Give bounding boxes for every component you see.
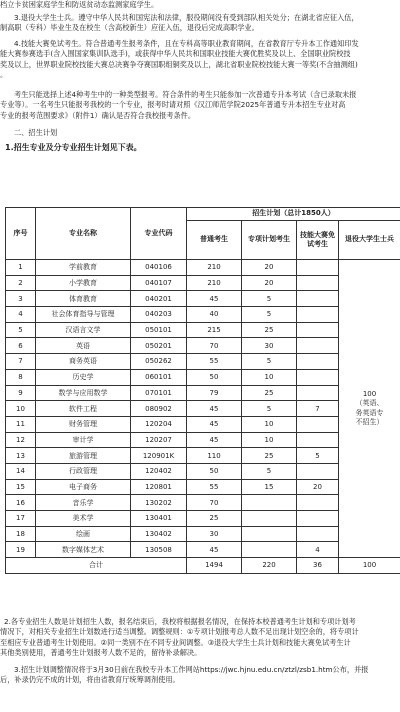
cell-special: 20 <box>242 275 297 291</box>
cell-code: 050101 <box>131 322 187 338</box>
cell-code: 070101 <box>131 385 187 401</box>
cell-seq: 2 <box>6 275 36 291</box>
cell-seq: 17 <box>6 511 36 527</box>
cell-major: 音乐学 <box>36 495 131 511</box>
cell-special: 10 <box>242 369 297 385</box>
cell-special <box>242 511 297 527</box>
cell-major: 财务管理 <box>36 416 131 432</box>
cell-code: 060101 <box>131 369 187 385</box>
cell-skill <box>297 385 339 401</box>
header-seq: 序号 <box>6 208 36 260</box>
cell-special: 25 <box>242 448 297 464</box>
cell-code: 040107 <box>131 275 187 291</box>
cell-seq: 16 <box>6 495 36 511</box>
category-3-veteran-paragraph: 3.退役大学生士兵。遵守中华人民共和国宪法和法律，服役期间没有受到部队相关处分；在湖北省应征入伍， 制高职（专科）毕业生及在校生（含高校新生）应征入伍，退役后完成高职学业。 <box>0 13 359 33</box>
cell-code: 050262 <box>131 354 187 370</box>
cell-general: 70 <box>187 338 242 354</box>
header-skill: 技能大赛免试考生 <box>297 221 339 260</box>
cell-code: 130508 <box>131 542 187 558</box>
exam-note-paragraph: 考生只能选择上述4种考生中的一种类型报考。符合条件的考生只能参加一次普通专升本考试（含已录取未报 专业等）。一名考生只能报考我校的一个专业，报考时请对照《汉江师范学院2025年普通专升本招生专业对高 专业的报考范围要求》（附件1）确认是否符合我校报考条件。 <box>0 90 357 120</box>
publication-paragraph: 3.招生计划调整情况将于3月30日前在我校专升本工作网站https://jwc.hjnu.edu.cn/ztzl/zsb1.htm公布，并报 后，补录仍完不成的计划，将由省教育厅统筹调剂使用。 <box>0 665 369 685</box>
cell-major: 美术学 <box>36 511 131 527</box>
cell-code: 040203 <box>131 307 187 323</box>
cell-seq: 1 <box>6 260 36 276</box>
cell-major: 绘画 <box>36 526 131 542</box>
total-special: 220 <box>242 558 297 574</box>
cell-code: 130401 <box>131 511 187 527</box>
cell-general: 210 <box>187 275 242 291</box>
cell-skill <box>297 511 339 527</box>
veteran-merged-cell: 100 （英语、 务英语专 不招生） <box>339 260 400 558</box>
enrollment-plan-table <box>5 207 400 574</box>
total-label: 合计 <box>6 558 187 574</box>
cell-general: 45 <box>187 401 242 417</box>
cell-major: 社会体育指导与管理 <box>36 307 131 323</box>
cell-general: 55 <box>187 354 242 370</box>
adjustment-paragraph: 2.各专业招生人数是计划招生人数，报名结束后，我校将根据报名情况，在保持本校普通考生计划和专项计划考 情况下，对相关专业招生计划数进行适当调整。调整规则：①专项计划报考总人数不足出现计划空余的，将专项计 至相应专业普通考生计划使用。②同一类别不在不同专业间调整。③退役大学生士兵计划和技能大赛免试考生计 其他类别使用，普通考生计划报考人数不足的，留待补录解决。 <box>0 617 359 658</box>
cell-major: 学前教育 <box>36 260 131 276</box>
cell-general: 45 <box>187 291 242 307</box>
cell-skill <box>297 432 339 448</box>
total-veteran: 100 <box>339 558 400 574</box>
total-general: 1494 <box>187 558 242 574</box>
cell-general: 30 <box>187 526 242 542</box>
cell-skill <box>297 260 339 276</box>
cell-general: 79 <box>187 385 242 401</box>
cell-seq: 9 <box>6 385 36 401</box>
cell-skill <box>297 463 339 479</box>
cell-major: 审计学 <box>36 432 131 448</box>
cell-special: 30 <box>242 338 297 354</box>
cell-major: 小学教育 <box>36 275 131 291</box>
cell-skill <box>297 369 339 385</box>
header-plan-group: 招生计划（总计1850人） <box>187 208 400 221</box>
cell-general: 50 <box>187 369 242 385</box>
cell-skill <box>297 338 339 354</box>
header-special: 专项计划考生 <box>242 221 297 260</box>
cell-seq: 10 <box>6 401 36 417</box>
total-row <box>6 558 400 574</box>
cell-special <box>242 526 297 542</box>
cell-seq: 15 <box>6 479 36 495</box>
cell-special: 10 <box>242 416 297 432</box>
cell-code: 120901K <box>131 448 187 464</box>
cell-general: 110 <box>187 448 242 464</box>
cell-special: 10 <box>242 432 297 448</box>
cell-major: 汉语言文学 <box>36 322 131 338</box>
cell-skill <box>297 416 339 432</box>
intro-line-1: 档立卡贫困家庭学生和防返贫动态监测家庭学生。 <box>0 0 159 9</box>
cell-major: 数字媒体艺术 <box>36 542 131 558</box>
cell-general: 25 <box>187 511 242 527</box>
cell-seq: 12 <box>6 432 36 448</box>
cell-seq: 3 <box>6 291 36 307</box>
cell-special: 25 <box>242 322 297 338</box>
cell-major: 行政管理 <box>36 463 131 479</box>
cell-code: 120207 <box>131 432 187 448</box>
cell-code: 130402 <box>131 526 187 542</box>
cell-code: 080902 <box>131 401 187 417</box>
cell-skill <box>297 354 339 370</box>
header-general: 普通考生 <box>187 221 242 260</box>
cell-major: 软件工程 <box>36 401 131 417</box>
cell-code: 130202 <box>131 495 187 511</box>
cell-general: 50 <box>187 463 242 479</box>
cell-general: 55 <box>187 479 242 495</box>
cell-seq: 14 <box>6 463 36 479</box>
cell-special: 5 <box>242 354 297 370</box>
cell-seq: 4 <box>6 307 36 323</box>
cell-code: 050201 <box>131 338 187 354</box>
total-skill: 36 <box>297 558 339 574</box>
cell-general: 45 <box>187 416 242 432</box>
cell-code: 040201 <box>131 291 187 307</box>
cell-general: 210 <box>187 260 242 276</box>
cell-general: 70 <box>187 495 242 511</box>
cell-major: 商务英语 <box>36 354 131 370</box>
subsection-heading: 1.招生专业及分专业招生计划见下表。 <box>5 143 142 152</box>
cell-skill <box>297 291 339 307</box>
cell-code: 040106 <box>131 260 187 276</box>
cell-seq: 19 <box>6 542 36 558</box>
cell-major: 英语 <box>36 338 131 354</box>
cell-general: 45 <box>187 432 242 448</box>
cell-general: 40 <box>187 307 242 323</box>
cell-skill <box>297 526 339 542</box>
cell-special: 5 <box>242 401 297 417</box>
cell-seq: 6 <box>6 338 36 354</box>
cell-skill: 5 <box>297 448 339 464</box>
category-4-skill-paragraph: 4.技能大赛免试考生。符合普通考生报考条件，且在专科高等职业教育期间，在省教育厅专升本工作通知印发 能大赛参赛选手(含入围国家集训队选手)，或获得中华人民共和国职业技能大赛优胜奖及以上、全国职业院校技 奖及以上，世界职业院校技能大赛总决赛争夺赛国职组铜奖及以上，湖北省职业院校技能大赛一等奖(不含抽测组) 。 <box>0 39 359 80</box>
cell-special <box>242 495 297 511</box>
header-veteran: 退役大学生士兵 <box>339 221 400 260</box>
cell-special: 5 <box>242 463 297 479</box>
cell-code: 120204 <box>131 416 187 432</box>
cell-seq: 8 <box>6 369 36 385</box>
cell-skill <box>297 495 339 511</box>
cell-major: 数学与应用数学 <box>36 385 131 401</box>
cell-special: 5 <box>242 307 297 323</box>
cell-special: 25 <box>242 385 297 401</box>
header-code: 专业代码 <box>131 208 187 260</box>
section-heading: 二、招生计划 <box>14 128 58 137</box>
cell-general: 215 <box>187 322 242 338</box>
cell-skill: 4 <box>297 542 339 558</box>
cell-skill <box>297 307 339 323</box>
cell-seq: 7 <box>6 354 36 370</box>
cell-major: 历史学 <box>36 369 131 385</box>
table-row <box>6 260 400 276</box>
cell-skill: 20 <box>297 479 339 495</box>
cell-special: 5 <box>242 291 297 307</box>
cell-seq: 18 <box>6 526 36 542</box>
cell-special: 20 <box>242 260 297 276</box>
cell-skill: 7 <box>297 401 339 417</box>
cell-major: 旅游管理 <box>36 448 131 464</box>
cell-skill <box>297 275 339 291</box>
cell-code: 120402 <box>131 463 187 479</box>
cell-seq: 13 <box>6 448 36 464</box>
cell-special <box>242 542 297 558</box>
header-major: 专业名称 <box>36 208 131 260</box>
cell-skill <box>297 322 339 338</box>
cell-major: 体育教育 <box>36 291 131 307</box>
cell-special: 15 <box>242 479 297 495</box>
cell-major: 电子商务 <box>36 479 131 495</box>
cell-seq: 11 <box>6 416 36 432</box>
cell-seq: 5 <box>6 322 36 338</box>
cell-general: 45 <box>187 542 242 558</box>
cell-code: 120801 <box>131 479 187 495</box>
